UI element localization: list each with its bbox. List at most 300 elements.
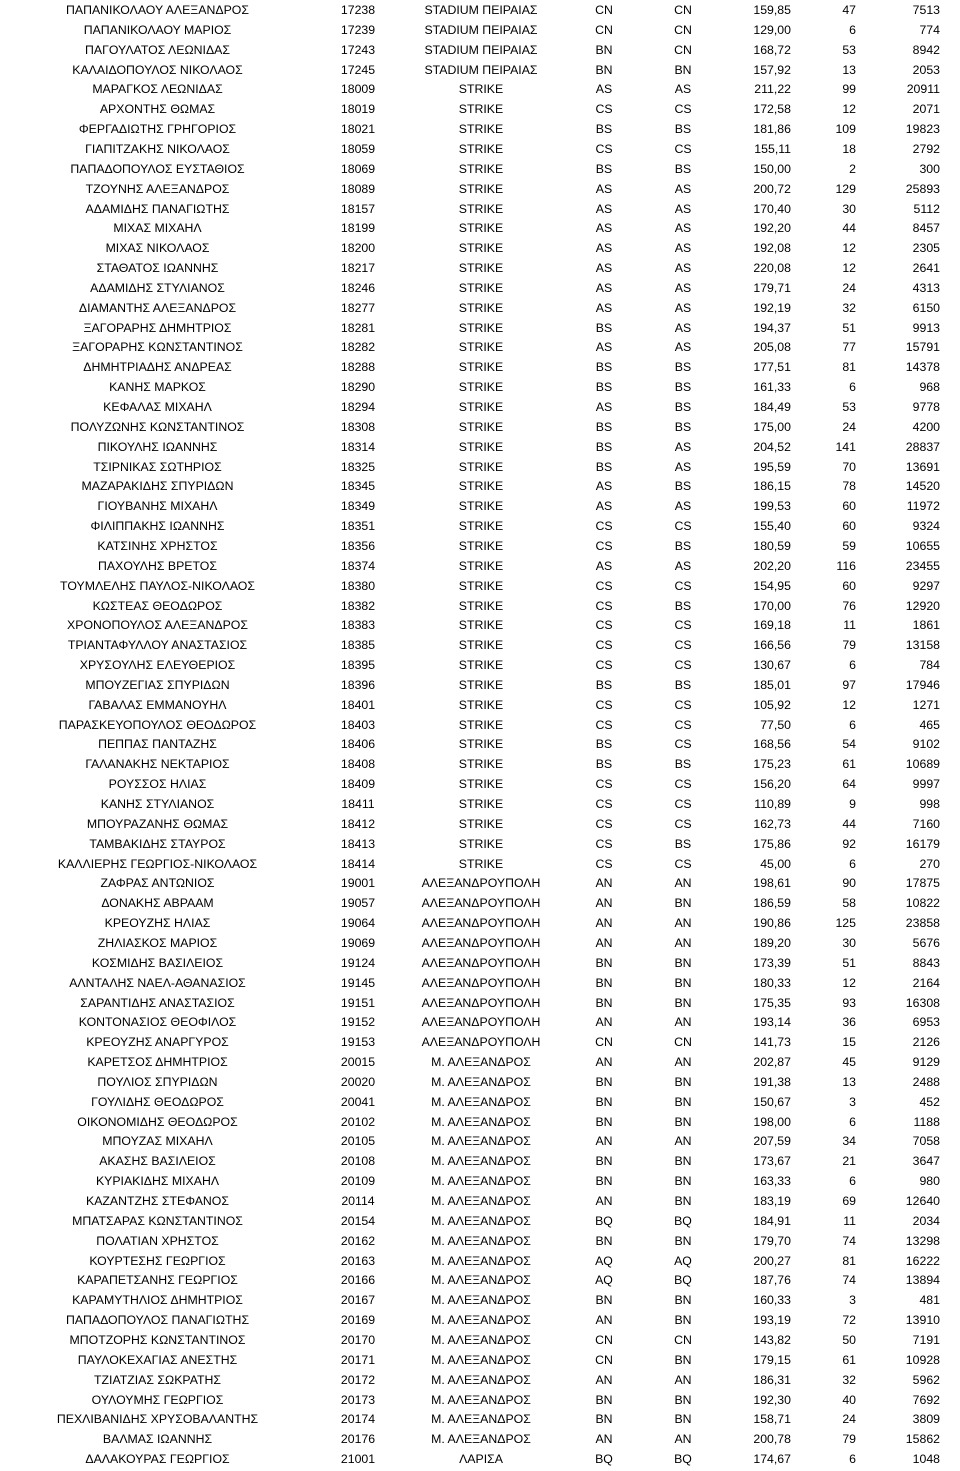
club-name: ΑΛΕΞΑΝΔΡΟΥΠΟΛΗ	[421, 896, 541, 911]
average-score: 130,67	[753, 658, 791, 673]
player-name: ΧΡΥΣΟΥΛΗΣ ΕΛΕΥΘΕΡΙΟΣ	[79, 658, 236, 673]
license-number: 19153	[340, 1035, 376, 1050]
average-score: 192,19	[753, 300, 791, 315]
club-name: Μ. ΑΛΕΞΑΝΔΡΟΣ	[431, 1392, 531, 1407]
category-current: AN	[674, 1432, 692, 1447]
table-row	[0, 239, 960, 259]
category-previous: BS	[595, 677, 613, 692]
table-row	[0, 61, 960, 81]
total-pins: 9297	[912, 578, 940, 593]
average-score: 159,85	[753, 3, 791, 17]
category-current: BS	[674, 757, 692, 772]
games-count: 76	[842, 598, 856, 613]
table-row	[0, 1033, 960, 1053]
total-pins: 16308	[905, 995, 940, 1010]
games-count: 64	[842, 777, 856, 792]
average-score: 181,86	[753, 122, 791, 137]
total-pins: 20911	[906, 82, 940, 97]
total-pins: 17946	[905, 677, 940, 692]
player-name: ΠΟΥΛΙΟΣ ΣΠΥΡΙΔΩΝ	[97, 1074, 218, 1089]
table-row	[0, 735, 960, 755]
category-previous: BS	[595, 122, 613, 137]
average-score: 193,14	[753, 1015, 791, 1030]
games-count: 79	[842, 1432, 856, 1447]
club-name: Μ. ΑΛΕΞΑΝΔΡΟΣ	[431, 1253, 531, 1268]
category-previous: BN	[595, 1392, 613, 1407]
average-score: 220,08	[753, 261, 791, 276]
total-pins: 8942	[912, 42, 940, 57]
club-name: STRIKE	[458, 538, 504, 553]
club-name: STRIKE	[458, 638, 504, 653]
average-score: 154,95	[753, 578, 791, 593]
table-row	[0, 755, 960, 775]
license-number: 20041	[340, 1094, 376, 1109]
club-name: STRIKE	[458, 419, 504, 434]
games-count: 6	[849, 380, 856, 395]
category-previous: BN	[595, 1114, 613, 1129]
table-row	[0, 1132, 960, 1152]
total-pins: 16179	[905, 836, 940, 851]
category-previous: BS	[595, 360, 613, 375]
category-previous: CN	[595, 3, 613, 17]
table-row	[0, 974, 960, 994]
license-number: 18277	[340, 300, 376, 315]
license-number: 19001	[340, 876, 376, 891]
player-name: ΑΔΑΜΙΔΗΣ ΣΤΥΛΙΑΝΟΣ	[90, 280, 225, 295]
category-current: BN	[674, 975, 692, 990]
total-pins: 8457	[912, 221, 940, 236]
category-current: AN	[674, 916, 692, 931]
license-number: 18294	[340, 400, 376, 414]
category-current: BQ	[674, 1452, 692, 1467]
games-count: 125	[835, 916, 856, 931]
category-previous: BN	[595, 1293, 613, 1308]
player-name: ΠΟΛΥΖΩΝΗΣ ΚΩΝΣΤΑΝΤΙΝΟΣ	[70, 419, 245, 434]
average-score: 193,19	[753, 1313, 791, 1328]
category-current: AN	[674, 1015, 692, 1030]
total-pins: 1271	[912, 697, 940, 712]
player-name: ΠΟΛΑΤΙΑΝ ΧΡΗΣΤΟΣ	[96, 1233, 219, 1248]
category-current: CS	[674, 797, 692, 811]
category-current: CS	[674, 578, 692, 593]
player-name: ΔΟΝΑΚΗΣ ΑΒΡΑΑΜ	[101, 896, 214, 911]
total-pins: 6150	[912, 300, 940, 315]
club-name: STRIKE	[458, 836, 504, 851]
player-name: ΖΗΛΙΑΣΚΟΣ ΜΑΡΙΟΣ	[97, 935, 218, 950]
player-name: ΚΑΛΛΙΕΡΗΣ ΓΕΩΡΓΙΟΣ-ΝΙΚΟΛΑΟΣ	[57, 856, 258, 871]
games-count: 12	[842, 102, 856, 117]
average-score: 202,87	[753, 1055, 791, 1070]
average-score: 200,27	[753, 1253, 791, 1268]
total-pins: 15862	[905, 1432, 940, 1447]
table-row	[0, 1410, 960, 1430]
license-number: 18409	[340, 777, 376, 792]
category-current: BN	[674, 1313, 692, 1328]
club-name: STRIKE	[458, 241, 504, 256]
table-row	[0, 616, 960, 636]
license-number: 17238	[340, 3, 376, 17]
player-name: ΧΡΟΝΟΠΟΥΛΟΣ ΑΛΕΞΑΝΔΡΟΣ	[67, 618, 248, 633]
club-name: Μ. ΑΛΕΞΑΝΔΡΟΣ	[431, 1313, 531, 1328]
category-current: BS	[674, 479, 692, 494]
table-row	[0, 1271, 960, 1291]
license-number: 18351	[340, 519, 376, 534]
table-row	[0, 378, 960, 398]
category-current: BS	[674, 400, 692, 414]
license-number: 20105	[340, 1134, 376, 1149]
club-name: Μ. ΑΛΕΞΑΝΔΡΟΣ	[431, 1134, 531, 1149]
table-row	[0, 1, 960, 21]
total-pins: 774	[919, 22, 940, 37]
category-previous: BN	[595, 1233, 613, 1248]
club-name: STRIKE	[458, 479, 504, 494]
club-name: STRIKE	[458, 618, 504, 633]
category-current: CS	[674, 717, 692, 732]
total-pins: 3809	[912, 1412, 940, 1427]
license-number: 19069	[340, 935, 376, 950]
total-pins: 5962	[912, 1372, 940, 1387]
club-name: STRIKE	[458, 677, 504, 692]
table-row	[0, 835, 960, 855]
license-number: 18282	[340, 340, 376, 355]
category-previous: AS	[595, 558, 613, 573]
category-current: AS	[674, 201, 692, 216]
total-pins: 12640	[905, 1194, 940, 1208]
category-current: AS	[674, 558, 692, 573]
license-number: 18246	[340, 280, 376, 295]
player-name: ΤΖΙΑΤΖΙΑΣ ΣΩΚΡΑΤΗΣ	[94, 1372, 221, 1387]
category-current: BN	[674, 1233, 692, 1248]
average-score: 177,51	[753, 360, 791, 375]
license-number: 20173	[340, 1392, 376, 1407]
player-name: ΞΑΓΟΡΑΡΗΣ ΚΩΝΣΤΑΝΤΙΝΟΣ	[72, 340, 243, 355]
club-name: Μ. ΑΛΕΞΑΝΔΡΟΣ	[431, 1074, 531, 1089]
total-pins: 10928	[905, 1352, 940, 1367]
category-previous: BN	[595, 1412, 613, 1427]
license-number: 17239	[340, 22, 376, 37]
average-score: 175,86	[753, 836, 791, 851]
games-count: 11	[843, 1213, 856, 1228]
player-name: ΠΕΠΠΑΣ ΠΑΝΤΑΖΗΣ	[98, 737, 217, 752]
club-name: STRIKE	[458, 201, 504, 216]
average-score: 110,89	[754, 797, 791, 811]
license-number: 20162	[340, 1233, 376, 1248]
club-name: STRIKE	[458, 856, 504, 871]
club-name: STRIKE	[458, 380, 504, 395]
license-number: 20171	[340, 1352, 376, 1367]
license-number: 18199	[340, 221, 376, 236]
total-pins: 9778	[912, 400, 940, 414]
total-pins: 2034	[912, 1213, 940, 1228]
license-number: 18345	[340, 479, 376, 494]
average-score: 191,38	[753, 1074, 791, 1089]
average-score: 105,92	[753, 697, 791, 712]
club-name: Μ. ΑΛΕΞΑΝΔΡΟΣ	[431, 1293, 531, 1308]
total-pins: 5112	[913, 201, 940, 216]
license-number: 18089	[340, 181, 376, 196]
games-count: 72	[842, 1313, 856, 1328]
games-count: 6	[849, 1452, 856, 1467]
club-name: STRIKE	[458, 300, 504, 315]
games-count: 12	[842, 241, 856, 256]
total-pins: 9324	[912, 519, 940, 534]
games-count: 6	[849, 717, 856, 732]
license-number: 18374	[340, 558, 376, 573]
average-score: 141,73	[753, 1035, 791, 1050]
average-score: 199,53	[753, 499, 791, 514]
club-name: STADIUM ΠΕΙΡΑΙΑΣ	[424, 42, 538, 57]
player-name: ΞΑΓΟΡΑΡΗΣ ΔΗΜΗΤΡΙΟΣ	[83, 320, 232, 335]
table-row	[0, 1093, 960, 1113]
category-previous: AS	[595, 241, 613, 256]
license-number: 18396	[340, 677, 376, 692]
club-name: ΑΛΕΞΑΝΔΡΟΥΠΟΛΗ	[421, 1015, 541, 1030]
category-current: BN	[674, 1352, 692, 1367]
average-score: 169,18	[753, 618, 791, 633]
category-previous: BN	[595, 1074, 613, 1089]
games-count: 74	[842, 1273, 856, 1288]
table-row	[0, 180, 960, 200]
table-row	[0, 815, 960, 835]
category-previous: AQ	[595, 1273, 613, 1288]
category-previous: AN	[595, 916, 613, 931]
table-row	[0, 716, 960, 736]
games-count: 24	[842, 1412, 856, 1427]
total-pins: 10655	[905, 538, 940, 553]
games-count: 53	[842, 400, 856, 414]
category-current: CN	[674, 1035, 692, 1050]
license-number: 18382	[340, 598, 376, 613]
table-row	[0, 636, 960, 656]
games-count: 60	[842, 499, 856, 514]
category-current: BN	[674, 1114, 692, 1129]
games-count: 47	[842, 3, 856, 17]
category-current: CS	[674, 141, 692, 156]
club-name: STRIKE	[458, 181, 504, 196]
category-previous: CS	[595, 519, 613, 534]
average-score: 175,23	[753, 757, 791, 772]
table-row	[0, 1172, 960, 1192]
games-count: 36	[842, 1015, 856, 1030]
games-count: 50	[842, 1332, 856, 1347]
club-name: ΑΛΕΞΑΝΔΡΟΥΠΟΛΗ	[421, 1035, 541, 1050]
total-pins: 9102	[912, 737, 940, 752]
category-current: AS	[674, 280, 692, 295]
average-score: 205,08	[753, 340, 791, 355]
table-row	[0, 21, 960, 41]
average-score: 172,58	[753, 102, 791, 117]
player-name: ΚΑΡΑΠΕΤΣΑΝΗΣ ΓΕΩΡΓΙΟΣ	[77, 1273, 238, 1288]
license-number: 18395	[340, 658, 376, 673]
license-number: 20166	[340, 1273, 376, 1288]
category-previous: CS	[595, 777, 613, 792]
total-pins: 9997	[912, 777, 940, 792]
license-number: 20163	[340, 1253, 376, 1268]
average-score: 204,52	[753, 439, 791, 454]
table-row	[0, 1430, 960, 1450]
club-name: STRIKE	[458, 400, 504, 414]
license-number: 19124	[340, 955, 376, 970]
average-score: 175,00	[753, 419, 791, 434]
games-count: 15	[842, 1035, 856, 1050]
club-name: STADIUM ΠΕΙΡΑΙΑΣ	[424, 62, 538, 77]
category-previous: BS	[595, 380, 613, 395]
games-count: 6	[849, 856, 856, 871]
player-name: ΜΑΖΑΡΑΚΙΔΗΣ ΣΠΥΡΙΔΩΝ	[81, 479, 234, 494]
average-score: 45,00	[760, 856, 791, 871]
table-row	[0, 1053, 960, 1073]
total-pins: 7513	[912, 3, 940, 17]
average-score: 189,20	[753, 935, 791, 950]
player-name: ΚΡΕΟΥΖΗΣ ΗΛΙΑΣ	[104, 916, 211, 931]
category-previous: AN	[595, 1015, 613, 1030]
table-row	[0, 894, 960, 914]
club-name: STRIKE	[458, 737, 504, 752]
player-name: ΠΑΓΟΥΛΑΤΟΣ ΛΕΩΝΙΔΑΣ	[85, 42, 230, 57]
games-count: 6	[849, 1174, 856, 1189]
total-pins: 2792	[912, 141, 940, 156]
category-current: CS	[674, 816, 692, 831]
table-row	[0, 1331, 960, 1351]
club-name: Μ. ΑΛΕΞΑΝΔΡΟΣ	[431, 1233, 531, 1248]
category-previous: CS	[595, 697, 613, 712]
license-number: 20176	[340, 1432, 376, 1447]
games-count: 61	[842, 757, 856, 772]
category-current: BN	[674, 955, 692, 970]
total-pins: 1188	[913, 1114, 940, 1129]
games-count: 6	[849, 22, 856, 37]
club-name: STRIKE	[458, 797, 504, 811]
license-number: 18290	[340, 380, 376, 395]
category-previous: CS	[595, 856, 613, 871]
category-current: BS	[674, 677, 692, 692]
games-count: 61	[842, 1352, 856, 1367]
license-number: 18408	[340, 757, 376, 772]
total-pins: 980	[919, 1174, 940, 1189]
total-pins: 465	[919, 717, 940, 732]
license-number: 20102	[340, 1114, 376, 1129]
average-score: 195,59	[753, 459, 791, 474]
total-pins: 16222	[905, 1253, 940, 1268]
games-count: 60	[842, 578, 856, 593]
club-name: ΑΛΕΞΑΝΔΡΟΥΠΟΛΗ	[421, 916, 541, 931]
table-row	[0, 1371, 960, 1391]
average-score: 211,22	[754, 82, 791, 97]
average-score: 180,33	[753, 975, 791, 990]
average-score: 170,40	[753, 201, 791, 216]
table-row	[0, 41, 960, 61]
license-number: 18413	[340, 836, 376, 851]
license-number: 18314	[340, 439, 376, 454]
license-number: 18200	[340, 241, 376, 256]
average-score: 200,78	[753, 1432, 791, 1447]
average-score: 150,00	[753, 161, 791, 176]
club-name: Μ. ΑΛΕΞΑΝΔΡΟΣ	[431, 1174, 531, 1189]
player-name: ΜΑΡΑΓΚΟΣ ΛΕΩΝΙΔΑΣ	[92, 82, 223, 97]
club-name: STRIKE	[458, 102, 504, 117]
games-count: 141	[835, 439, 856, 454]
category-current: BN	[674, 62, 692, 77]
total-pins: 11972	[906, 499, 940, 514]
license-number: 20170	[340, 1332, 376, 1347]
license-number: 18412	[340, 816, 376, 831]
category-previous: AN	[595, 876, 613, 891]
club-name: Μ. ΑΛΕΞΑΝΔΡΟΣ	[431, 1114, 531, 1129]
games-count: 45	[842, 1055, 856, 1070]
player-name: ΚΑΡΕΤΣΟΣ ΔΗΜΗΤΡΙΟΣ	[87, 1055, 228, 1070]
category-previous: BS	[595, 459, 613, 474]
table-row	[0, 1073, 960, 1093]
category-current: AN	[674, 1372, 692, 1387]
category-previous: BN	[595, 1154, 613, 1169]
total-pins: 14378	[905, 360, 940, 375]
games-count: 32	[842, 1372, 856, 1387]
club-name: Μ. ΑΛΕΞΑΝΔΡΟΣ	[431, 1372, 531, 1387]
table-row	[0, 279, 960, 299]
table-row	[0, 597, 960, 617]
games-count: 109	[835, 122, 856, 137]
total-pins: 23858	[905, 916, 940, 931]
category-previous: CS	[595, 836, 613, 851]
games-count: 18	[842, 141, 856, 156]
average-score: 192,20	[753, 221, 791, 236]
club-name: STRIKE	[458, 757, 504, 772]
player-name: ΚΑΝΗΣ ΜΑΡΚΟΣ	[109, 380, 206, 395]
games-count: 34	[842, 1134, 856, 1149]
player-name: ΓΙΟΥΒΑΝΗΣ ΜΙΧΑΗΛ	[97, 499, 218, 514]
license-number: 18308	[340, 419, 376, 434]
table-row	[0, 775, 960, 795]
category-current: AS	[674, 320, 692, 335]
total-pins: 2126	[912, 1035, 940, 1050]
club-name: ΑΛΕΞΑΝΔΡΟΥΠΟΛΗ	[421, 955, 541, 970]
games-count: 92	[842, 836, 856, 851]
club-name: STRIKE	[458, 161, 504, 176]
table-row	[0, 319, 960, 339]
category-previous: AN	[595, 1372, 613, 1387]
category-previous: CS	[595, 797, 613, 811]
total-pins: 2071	[912, 102, 940, 117]
player-name: ΑΡΧΟΝΤΗΣ ΘΩΜΑΣ	[99, 102, 216, 117]
average-score: 166,56	[753, 638, 791, 653]
category-previous: BN	[595, 975, 613, 990]
total-pins: 10689	[905, 757, 940, 772]
games-count: 97	[842, 677, 856, 692]
table-row	[0, 1212, 960, 1232]
average-score: 184,91	[753, 1213, 791, 1228]
table-row	[0, 795, 960, 815]
games-count: 51	[842, 320, 856, 335]
category-previous: CS	[595, 538, 613, 553]
average-score: 185,01	[753, 677, 791, 692]
category-previous: BN	[595, 1094, 613, 1109]
category-previous: AS	[595, 400, 613, 414]
club-name: STRIKE	[458, 816, 504, 831]
category-previous: AS	[595, 499, 613, 514]
category-current: BS	[674, 419, 692, 434]
player-name: ΠΑΠΑΔΟΠΟΥΛΟΣ ΕΥΣΤΑΘΙΟΣ	[70, 161, 245, 176]
average-score: 179,71	[753, 280, 791, 295]
category-previous: BN	[595, 1174, 613, 1189]
player-name: ΚΕΦΑΛΑΣ ΜΙΧΑΗΛ	[103, 400, 212, 414]
license-number: 20169	[340, 1313, 376, 1328]
total-pins: 13910	[905, 1313, 940, 1328]
club-name: STRIKE	[458, 439, 504, 454]
player-name: ΔΗΜΗΤΡΙΑΔΗΣ ΑΝΔΡΕΑΣ	[83, 360, 232, 375]
total-pins: 25893	[905, 181, 940, 196]
category-current: AS	[674, 82, 692, 97]
average-score: 192,08	[753, 241, 791, 256]
